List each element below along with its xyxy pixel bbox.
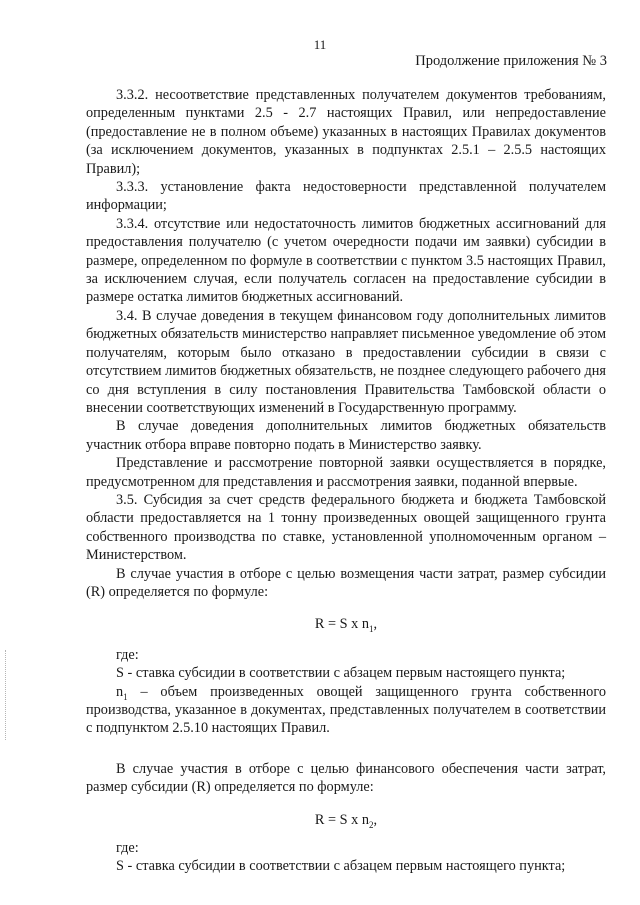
formula-text: R = S x n — [314, 811, 370, 828]
where-label: где: — [116, 840, 139, 857]
formula-subscript: 2 — [369, 819, 374, 830]
paragraph-additional-limits: В случае доведения дополнительных лимитов бюджетных обязательств участник отбора вправе повторно подать в Министерство заявку. — [86, 418, 606, 453]
formula-r-n1 — [86, 615, 606, 633]
document-body — [86, 86, 606, 876]
formula-text: R = S x n — [314, 616, 370, 633]
n1-symbol: n — [116, 683, 124, 700]
paragraph-3-3-3: 3.3.3. установление факта недостоверности представленной получателем информации; — [86, 179, 606, 214]
definition-s: S - ставка субсидии в соответствии с абзацем первым настоящего пункта; — [116, 665, 566, 682]
formula-subscript: 1 — [369, 624, 374, 635]
paragraph-financing-formula-intro: В случае участия в отборе с целью финансового обеспечения части затрат, размер субсидии (R) определяется по формуле: — [86, 760, 606, 796]
scan-margin-marks — [5, 650, 8, 740]
paragraph-3-3-2: 3.3.2. несоответствие представленных получателем документов требованиям, определенным пунктами 2.5 - 2.7 настоящих Правил, или непредоставление (предоставление не в полном объеме) указанных в настоящих Правилах документов (за исключением документов, указанных в подпунктах 2.5.1 – 2.5.5 настоящих Правил); — [86, 87, 606, 177]
spacer — [86, 738, 606, 760]
n1-definition-text: – объем произведенных овощей защищенного грунта собственного производства, указанное в документах, представленных получателем в соответствии с подпунктом 2.5.10 настоящих Правил. — [86, 683, 606, 737]
formula-comma: , — [373, 811, 378, 828]
paragraph-compensation-formula-intro: В случае участия в отборе с целью возмещения части затрат, размер субсидии (R) определяется по формуле: — [86, 565, 606, 600]
formula-r-n2 — [86, 811, 606, 829]
definition-s: S - ставка субсидии в соответствии с абзацем первым настоящего пункта; — [116, 858, 566, 875]
page-number: 11 — [313, 37, 327, 52]
paragraph-3-3-4: 3.3.4. отсутствие или недостаточность лимитов бюджетных ассигнований для предоставления получателю (с учетом очередности подачи им заявки) субсидии в размере, определенном по формуле в соответствии с пунктом 3.5 настоящих Правил, за исключением случая, если получатель согласен на предоставление субсидии в размере остатка лимитов бюджетных ассигнований. — [86, 215, 606, 306]
paragraph-3-4: 3.4. В случае доведения в текущем финансовом году дополнительных лимитов бюджетных обязательств министерство направляет письменное уведомление об этом получателям, которым было отказано в предоставлении субсидии в связи с отсутствием лимитов бюджетных обязательств, не позднее следующего рабочего дня со дня вступления в силу постановления Правительства Тамбовской области о внесении соответствующих изменений в Государственную программу. — [86, 307, 606, 416]
definition-n1 — [86, 683, 606, 738]
formula-comma: , — [373, 616, 378, 633]
n1-subscript: 1 — [123, 691, 128, 702]
paragraph-repeat-application: Представление и рассмотрение повторной заявки осуществляется в порядке, предусмотренном для представления и рассмотрения заявки, поданной впервые. — [86, 455, 606, 490]
where-label: где: — [116, 646, 139, 663]
paragraph-3-5: 3.5. Субсидия за счет средств федерального бюджета и бюджета Тамбовской области предоставляется на 1 тонну произведенных овощей защищенного грунта собственного производства по ставке, установленной уполномоченным органом – Министерством. — [86, 491, 606, 564]
appendix-note: Продолжение приложения № 3 — [415, 53, 607, 69]
